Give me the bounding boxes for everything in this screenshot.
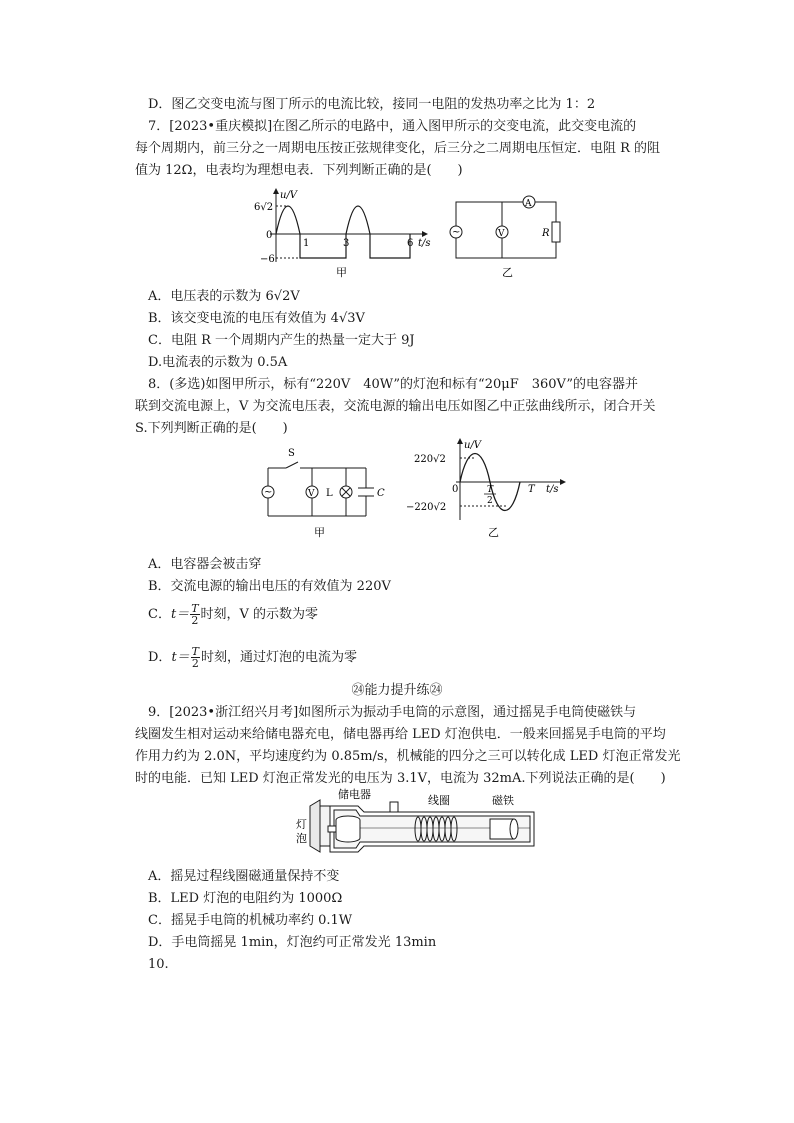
q8-voltmeter-label: V — [308, 489, 315, 499]
q7-fig-yi-caption: 乙 — [502, 266, 513, 279]
q7-waveform-figure — [252, 186, 432, 278]
q7-option-c: C．电阻 R 一个周期内产生的热量一定大于 9J — [148, 333, 415, 348]
q9-flashlight-figure — [294, 786, 544, 868]
q8-x-tick-full: T — [528, 484, 535, 495]
q9-option-d: D．手电筒摇晃 1min，灯泡约可正常发光 13min — [148, 935, 437, 950]
q9-bulb-cone — [310, 800, 320, 852]
q9-option-c: C．摇晃手电筒的机械功率约 0.1W — [148, 913, 353, 928]
q7-y-bottom-label: −6 — [260, 254, 275, 265]
q7-option-b: B．该交变电流的电压有效值为 4√3V — [148, 311, 365, 326]
q7-source-symbol: ~ — [452, 227, 461, 238]
q7-negative-segment-2 — [370, 234, 410, 258]
q7-resistor — [552, 222, 560, 242]
q7-x-tick-1: 1 — [303, 238, 310, 249]
q7-stem-line3: 值为 12Ω，电表均为理想电表．下列判断正确的是( ) — [135, 163, 463, 178]
q8-lamp-label: L — [326, 488, 333, 499]
q9-stem-line2: 线圈发生相对运动来给储电器充电，储电器再给 LED 灯泡供电．一般来回摇晃手电筒的平均 — [135, 727, 666, 742]
q7-option-a: A．电压表的示数为 6√2V — [148, 289, 300, 304]
q8-capacitor-label: C — [377, 488, 385, 499]
q7-x-label: t/s — [418, 238, 431, 249]
q8-option-c: C．t＝ $\frac{T}{2}$ 时刻，V 的示数为零 — [148, 602, 319, 627]
q8-switch — [286, 462, 298, 468]
q8-stem-line1: 8．(多选)如图甲所示，标有“220V 40W”的灯泡和标有“20μF 360V”的电容器并 — [148, 377, 639, 392]
q7-stem-line1: 7．[2023•重庆模拟]在图乙所示的电路中，通入图甲所示的交变电流，此交变电流的 — [148, 119, 637, 134]
q7-y-zero-label: 0 — [266, 230, 273, 241]
q9-storage-cylinder — [336, 820, 360, 842]
q9-stem-line4: 时的电能．已知 LED 灯泡正常发光的电压为 3.1V，电流为 32mA.下列说法正确的是( ) — [135, 771, 666, 786]
q7-resistor-label: R — [542, 228, 550, 239]
q10-number: 10. — [148, 957, 169, 972]
q8-option-b: B．交流电源的输出电压的有效值为 220V — [148, 579, 391, 594]
q8-stem-line2: 联到交流电源上，V 为交流电压表，交流电源的输出电压如图乙中正弦曲线所示，闭合开关 — [135, 399, 656, 414]
q8-option-d: D．t＝ $\frac{T}{2}$ 时刻，通过灯泡的电流为零 — [148, 645, 358, 670]
q8-switch-label: S — [288, 448, 295, 459]
q8-y-label: u/V — [464, 440, 482, 451]
section-title: ㉔能力提升练㉔ — [351, 683, 443, 698]
q8-y-zero-label: 0 — [452, 484, 459, 495]
q7-sine-hump-2 — [346, 206, 370, 234]
q6-option-d: D．图乙交变电流与图丁所示的电流比较，接同一电阻的发热功率之比为 1：2 — [148, 97, 596, 112]
q7-x-tick-6: 6 — [407, 238, 414, 249]
q8-y-bottom-label: −220√2 — [406, 502, 447, 513]
q9-stem-line3: 作用力约为 2.0N，平均速度约为 0.85m/s，机械能的四分之三可以转化成 LED 灯泡正常发光 — [135, 749, 681, 764]
q8-y-top-label: 220√2 — [414, 454, 446, 465]
q7-voltmeter-label: V — [498, 229, 505, 239]
q9-stem-line1: 9．[2023•浙江绍兴月考]如图所示为振动手电筒的示意图，通过摇晃手电筒使磁铁与 — [148, 705, 637, 720]
q8-x-tick-half-num: T — [487, 485, 494, 495]
q8-x-tick-half-den: 2 — [487, 496, 493, 506]
q8-fig-yi-caption: 乙 — [488, 526, 499, 539]
q7-y-top-label: 6√2 — [254, 202, 274, 213]
q9-label-coil: 线圈 — [428, 794, 450, 807]
q7-ammeter-label: A — [525, 199, 532, 209]
q8-circuit-figure — [256, 442, 386, 542]
q7-sine-hump-1 — [276, 206, 300, 234]
q8-option-a: A．电容器会被击穿 — [148, 557, 262, 572]
q7-y-label: u/V — [280, 190, 298, 201]
q9-top-button — [390, 802, 398, 812]
q9-label-magnet: 磁铁 — [492, 794, 514, 807]
q7-option-d: D.电流表的示数为 0.5A — [148, 355, 288, 370]
q8-source-symbol: ~ — [264, 487, 273, 498]
q7-stem-line2: 每个周期内，前三分之一周期电压按正弦规律变化，后三分之二周期电压恒定．电阻 R 的阻 — [135, 141, 661, 156]
q9-option-a: A．摇晃过程线圈磁通量保持不变 — [148, 869, 340, 884]
q8-waveform-figure — [402, 436, 572, 546]
q7-circuit-figure — [446, 192, 566, 280]
q7-x-tick-3: 3 — [343, 238, 350, 249]
q7-fig-jia-caption: 甲 — [336, 266, 347, 278]
q8-x-label: t/s — [546, 484, 559, 495]
q9-label-bulb-2: 泡 — [296, 832, 307, 845]
q8-stem-line3: S.下列判断正确的是( ) — [135, 421, 288, 436]
q8-fig-jia-caption: 甲 — [314, 526, 325, 539]
q9-label-storage: 储电器 — [338, 788, 371, 801]
q9-option-b: B．LED 灯泡的电阻约为 1000Ω — [148, 891, 343, 906]
q9-label-bulb-1: 灯 — [296, 818, 307, 831]
